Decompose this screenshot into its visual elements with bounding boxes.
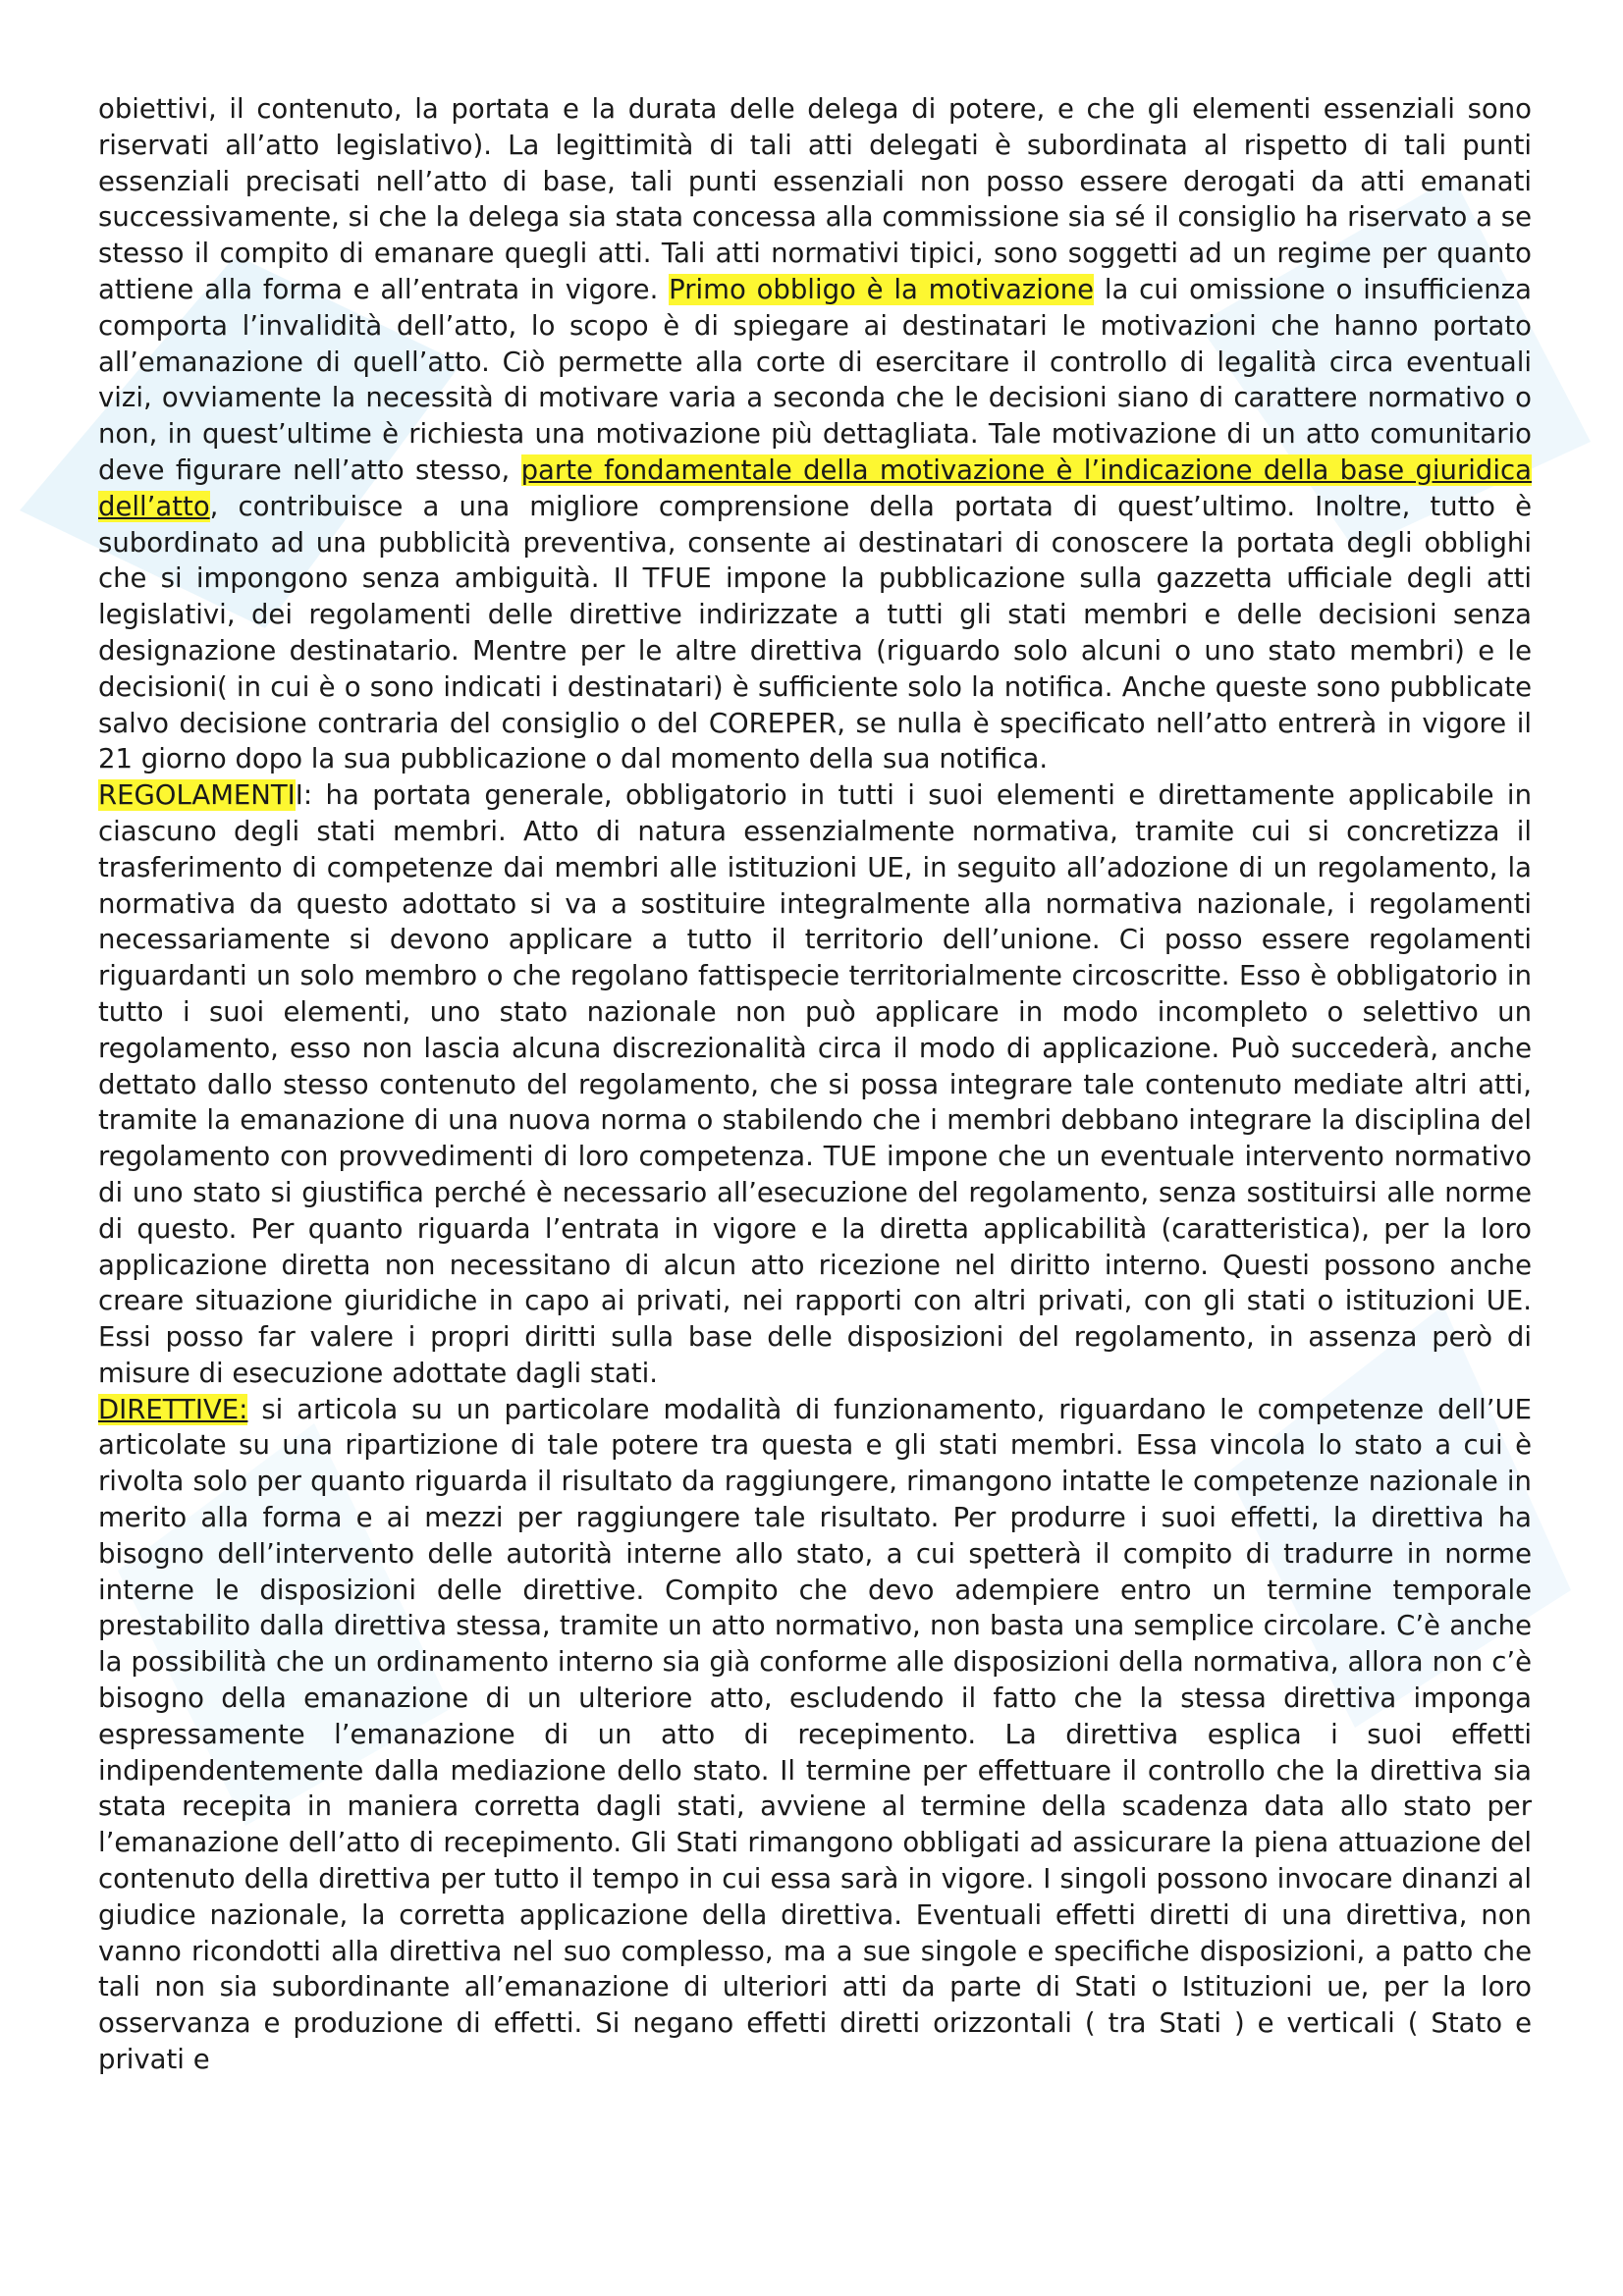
highlight-motivazione: Primo obbligo è la motivazione <box>669 273 1095 305</box>
paragraph-atti-delegati <box>98 91 1532 777</box>
paragraph-regolamenti <box>98 777 1532 1392</box>
paragraph-text: , contribuisce a una migliore comprensione della portata di quest’ultimo. Inoltre, tutto è subordinato ad una pubblicità preventiva, consente ai destinatari di conoscere la portata degli obblighi che si impongono senza ambiguità. Il TFUE impone la pubblicazione sulla gazzetta ufficiale degli atti legislativi, dei regolamenti delle direttive indirizzate a tutti gli stati membri e delle decisioni senza designazione destinatario. Mentre per le altre direttiva (riguardo solo alcuni o uno stato membri) e le decisioni( in cui è o sono indicati i destinatari) è sufficiente solo la notifica. Anche queste sono pubblicate salvo decisione contraria del consiglio o del COREPER, se nulla è specificato nell’atto entrerà in vigore il 21 giorno dopo la sua pubblicazione o dal momento della sua notifica. <box>98 490 1532 775</box>
document-page <box>98 91 1532 2078</box>
heading-regolamenti: REGOLAMENTI <box>98 779 296 812</box>
highlight-base-giuridica: parte fondamentale della motivazione è l’indicazione della base giuridica dell’atto <box>98 454 1532 522</box>
paragraph-text: : ha portata generale, obbligatorio in tutti i suoi elementi e direttamente applicabile in ciascuno degli stati membri. Atto di natura essenzialmente normativa, tramite cui si concretizza il trasferimento di competenze dai membri alle istituzioni UE, in seguito all’adozione di un regolamento, la normativa da questo adottato si va a sostituire integralmente alla normativa nazionale, i regolamenti necessariamente si devono applicare a tutto il territorio dell’unione. Ci posso essere regolamenti riguardanti un solo membro o che regolano fattispecie territorialmente circoscritte. Esso è obbligatorio in tutto i suoi elementi, uno stato nazionale non può applicare in modo incompleto o selettivo un regolamento, esso non lascia alcuna discrezionalità circa il modo di applicazione. Può succederà, anche dettato dallo stesso contenuto del regolamento, che si possa integrare tale contenuto mediate altri atti, tramite la emanazione di una nuova norma o stabilendo che i membri debbano integrare la disciplina del regolamento con provvedimenti di loro competenza. TUE impone che un eventuale intervento normativo di uno stato si giustifica perché è necessario all’esecuzione del regolamento, senza sostituirsi alle norme di questo. Per quanto riguarda l’entrata in vigore e la diretta applicabilità (caratteristica), per la loro applicazione diretta non necessitano di alcun atto ricezione nel diritto interno. Questi possono anche creare situazione giuridiche in capo ai privati, nei rapporti con altri privati, con gli stati o istituzioni UE. Essi posso far valere i propri diritti sulla base delle disposizioni del regolamento, in assenza però di misure di esecuzione adottate dagli stati. <box>98 779 1532 1389</box>
heading-tail: I <box>295 779 303 812</box>
paragraph-text: obiettivi, il contenuto, la portata e la durata delle delega di potere, e che gli elementi essenziali sono riservati all’atto legislativo). La legittimità di tali atti delegati è subordinata al rispetto di tali punti essenziali precisati nell’atto di base, tali punti essenziali non posso essere derogati da atti emanati successivamente, si che la delega sia stata concessa alla commissione sia sé il consiglio ha riservato a se stesso il compito di emanare quegli atti. Tali atti normativi tipici, sono soggetti ad un regime per quanto attiene alla forma e all’entrata in vigore. <box>98 93 1532 305</box>
paragraph-direttive <box>98 1392 1532 2078</box>
heading-direttive: DIRETTIVE: <box>98 1393 248 1425</box>
paragraph-text: la cui omissione o insufficienza comporta l’invalidità dell’atto, lo scopo è di spiegare ai destinatari le motivazioni che hanno portato all’emanazione di quell’atto. Ciò permette alla corte di esercitare il controllo di legalità circa eventuali vizi, ovviamente la necessità di motivare varia a seconda che le decisioni siano di carattere normativo o non, in quest’ultime è richiesta una motivazione più dettagliata. Tale motivazione di un atto comunitario deve figurare nell’atto stesso, <box>98 273 1533 486</box>
paragraph-text: si articola su un particolare modalità di funzionamento, riguardano le competenze dell’UE articolate su una ripartizione di tale potere tra questa e gli stati membri. Essa vincola lo stato a cui è rivolta solo per quanto riguarda il risultato da raggiungere, rimangono intatte le competenze nazionale in merito alla forma e ai mezzi per raggiungere tale risultato. Per produrre i suoi effetti, la direttiva ha bisogno dell’intervento delle autorità interne allo stato, a cui spetterà il compito di tradurre in norme interne le disposizioni delle direttive. Compito che devo adempiere entro un termine temporale prestabilito dalla direttiva stessa, tramite un atto normativo, non basta una semplice circolare. C’è anche la possibilità che un ordinamento interno sia già conforme alle disposizioni della normativa, allora non c’è bisogno della emanazione di un ulteriore atto, escludendo il fatto che la stessa direttiva imponga espressamente l’emanazione di un atto di recepimento. La direttiva esplica i suoi effetti indipendentemente dalla mediazione dello stato. Il termine per effettuare il controllo che la direttiva sia stata recepita in maniera corretta dagli stati, avviene al termine della scadenza data allo stato per l’emanazione dell’atto di recepimento. Gli Stati rimangono obbligati ad assicurare la piena attuazione del contenuto della direttiva per tutto il tempo in cui essa sarà in vigore. I singoli possono invocare dinanzi al giudice nazionale, la corretta applicazione della direttiva. Eventuali effetti diretti di una direttiva, non vanno ricondotti alla direttiva nel suo complesso, ma a sue singole e specifiche disposizioni, a patto che tali non sia subordinante all’emanazione di ulteriori atti da parte di Stati o Istituzioni ue, per la loro osservanza e produzione di effetti. Si negano effetti diretti orizzontali ( tra Stati ) e verticali ( Stato e privati e <box>98 1393 1532 2076</box>
